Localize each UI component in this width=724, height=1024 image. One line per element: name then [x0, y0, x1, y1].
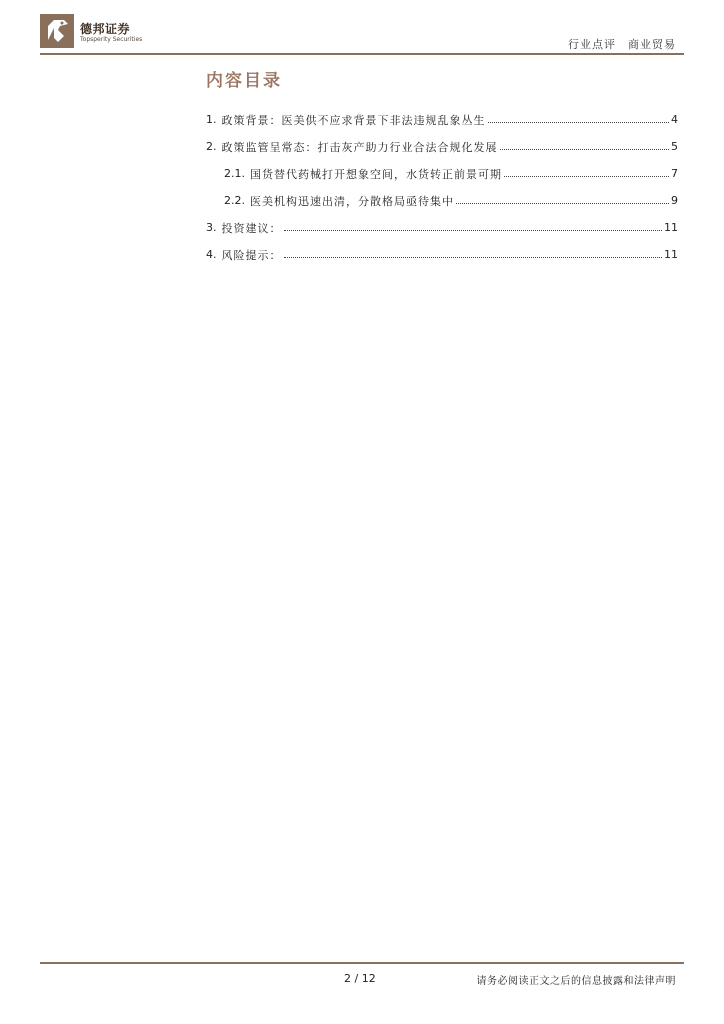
- toc-entry-page: 11: [664, 221, 678, 234]
- toc-leader: [504, 176, 669, 177]
- toc-entry-number: 2.1.: [224, 167, 245, 180]
- toc-leader: [284, 257, 663, 258]
- report-type: [568, 36, 676, 52]
- toc-entry[interactable]: [206, 241, 678, 268]
- toc-entry-page: 4: [671, 113, 678, 126]
- brand-logo-icon: [40, 14, 74, 48]
- page-number: 2 / 12: [344, 972, 376, 985]
- header-divider: [40, 53, 684, 55]
- brand-name-en: Topsperity Securities: [80, 36, 143, 43]
- toc-entry[interactable]: [206, 106, 678, 133]
- toc-leader: [500, 149, 670, 150]
- toc-entry[interactable]: [206, 133, 678, 160]
- toc-subentry[interactable]: [206, 160, 678, 187]
- toc-entry-text: 风险提示：: [221, 248, 282, 262]
- toc-entry-text: 政策监管呈常态：打击灰产助力行业合法合规化发展: [221, 140, 498, 154]
- report-sector: 商业贸易: [628, 38, 676, 51]
- toc-entry-number: 3.: [206, 221, 217, 234]
- toc-entry[interactable]: [206, 214, 678, 241]
- toc-leader: [488, 122, 670, 123]
- toc-leader: [284, 230, 663, 231]
- footer-divider: [40, 962, 684, 964]
- toc-entry-text: 投资建议：: [221, 221, 282, 235]
- toc-entry-page: 5: [671, 140, 678, 153]
- legal-disclaimer: 请务必阅读正文之后的信息披露和法律声明: [476, 976, 676, 987]
- toc-entry-text: 医美机构迅速出清，分散格局亟待集中: [250, 194, 454, 208]
- toc-subentry[interactable]: [206, 187, 678, 214]
- toc-entry-number: 4.: [206, 248, 217, 261]
- toc-entry-number: 2.2.: [224, 194, 245, 207]
- toc-entry-text: 国货替代药械打开想象空间，水货转正前景可期: [250, 167, 502, 181]
- toc-leader: [456, 203, 669, 204]
- toc-entry-text: 政策背景：医美供不应求背景下非法违规乱象丛生: [221, 113, 486, 127]
- toc-entry-number: 1.: [206, 113, 217, 126]
- brand-name-cn: 德邦证券: [80, 22, 131, 36]
- table-of-contents: [206, 106, 678, 268]
- toc-entry-page: 11: [664, 248, 678, 261]
- toc-entry-page: 7: [671, 167, 678, 180]
- brand-logo: [40, 14, 150, 48]
- toc-entry-page: 9: [671, 194, 678, 207]
- toc-entry-number: 2.: [206, 140, 217, 153]
- report-category: 行业点评: [568, 38, 616, 51]
- toc-title: 内容目录: [206, 71, 282, 91]
